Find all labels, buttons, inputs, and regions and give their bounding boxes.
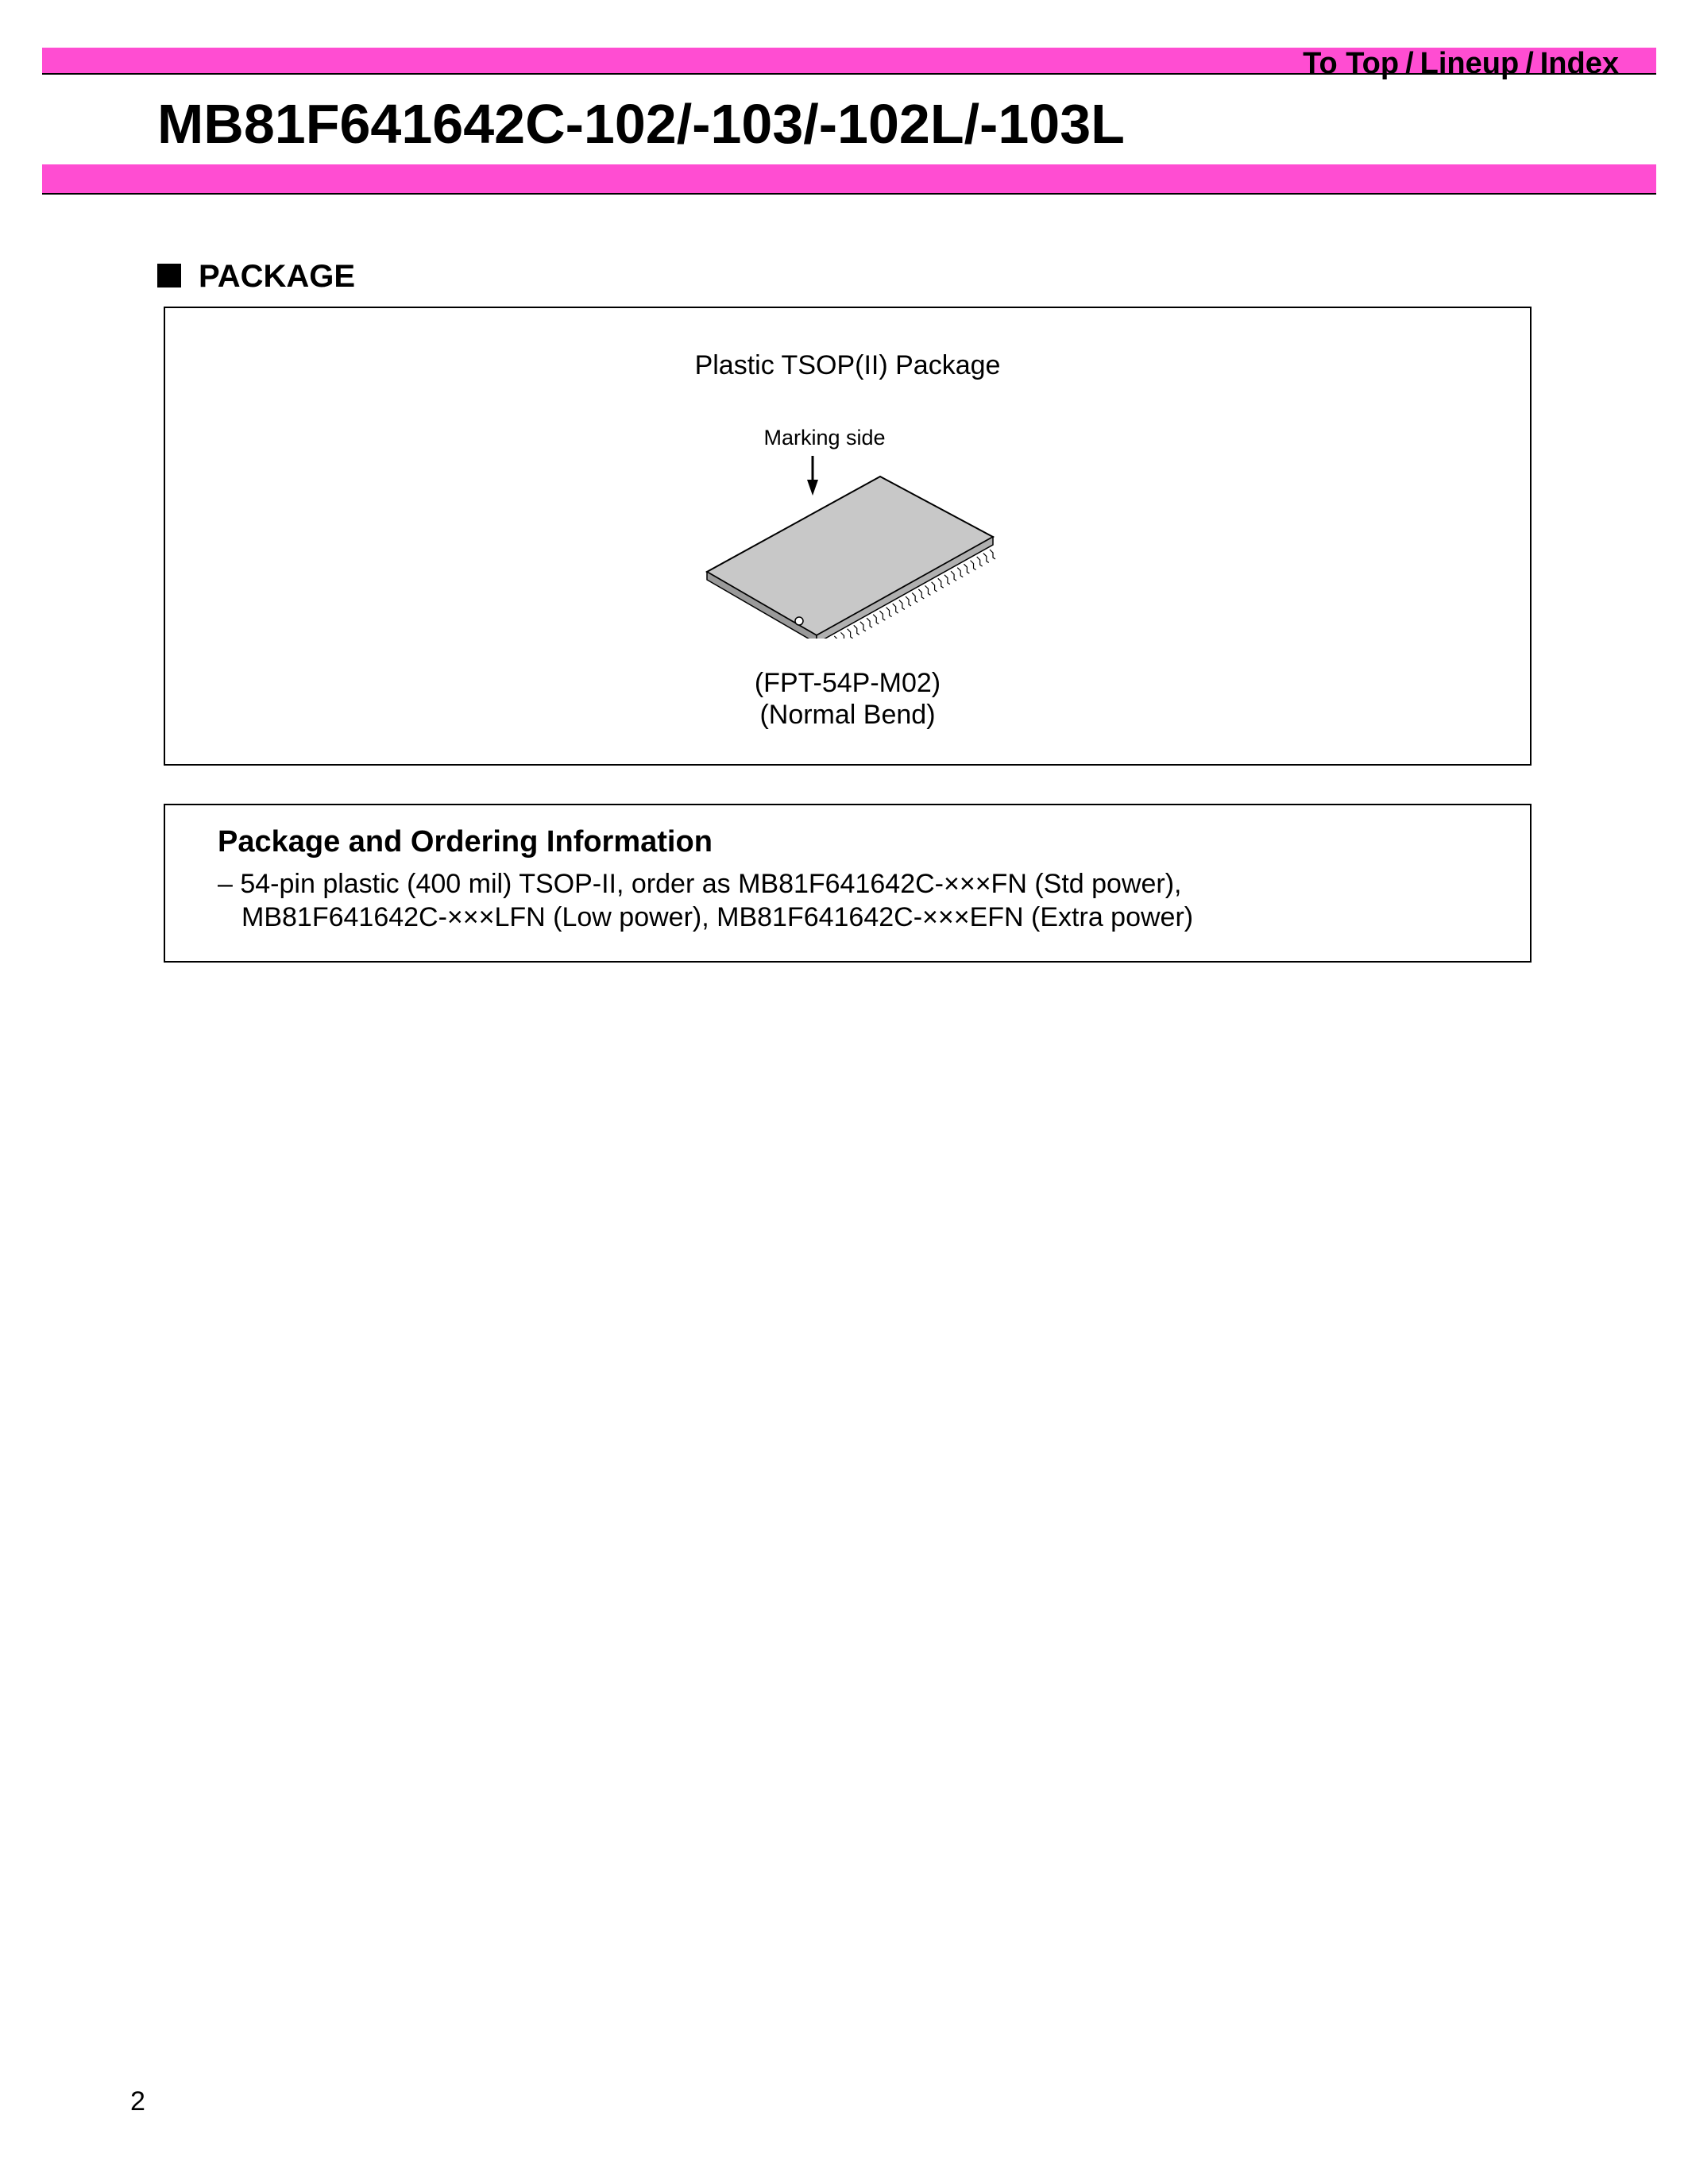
chip-pin [964, 564, 969, 573]
nav-link-lineup[interactable]: Lineup [1420, 47, 1520, 80]
nav-separator: / [1405, 47, 1414, 80]
chip-pin [899, 600, 905, 610]
tsop-package-figure [689, 456, 1007, 639]
package-box [164, 307, 1532, 766]
chip-pin [860, 622, 866, 631]
ordering-line-2: MB81F641642C-×××LFN (Low power), MB81F641642C-×××EFN (Extra power) [241, 902, 1194, 932]
chip-pin [971, 561, 976, 570]
chip-pin [848, 629, 853, 639]
chip-pin [977, 557, 983, 566]
chip-pin [912, 592, 917, 602]
chip-pin [990, 550, 995, 559]
ordering-title: Package and Ordering Information [218, 825, 713, 859]
chip-pin [834, 636, 840, 639]
chip-pin [951, 571, 956, 581]
package-bend: (Normal Bend) [759, 700, 936, 730]
package-name: Plastic TSOP(II) Package [694, 350, 1001, 380]
section-title: PACKAGE [199, 259, 356, 294]
chip-pin [944, 575, 950, 585]
chip-pin [938, 578, 944, 588]
chip-pin [957, 568, 963, 577]
nav-link-index[interactable]: Index [1539, 47, 1619, 80]
nav-separator: / [1525, 47, 1534, 80]
chip-pin [867, 618, 872, 627]
chip-pin [893, 604, 898, 613]
ordering-line-1: – 54-pin plastic (400 mil) TSOP-II, order as MB81F641642C-×××FN (Std power), [218, 869, 1182, 899]
chip-pin [906, 596, 911, 606]
marking-side-label: Marking side [763, 426, 886, 450]
title-rule [42, 193, 1656, 195]
chip-pin [932, 582, 937, 592]
chip-pin [840, 632, 846, 639]
chip-pin [854, 625, 859, 635]
marking-arrow-icon [807, 456, 818, 496]
square-bullet-icon [157, 264, 181, 287]
chip-pin [879, 611, 885, 620]
package-code: (FPT-54P-M02) [754, 668, 941, 698]
chip-pin [983, 554, 989, 563]
document-title: MB81F641642C-102/-103/-102L/-103L [157, 93, 1125, 155]
chip-pin [886, 608, 892, 617]
chip-pin [873, 615, 879, 624]
title-accent-bar [42, 164, 1656, 193]
page-number: 2 [130, 2086, 145, 2116]
nav-link-top[interactable]: To Top [1303, 47, 1400, 80]
chip-body [707, 477, 993, 639]
chip-pin [925, 585, 930, 595]
ordering-info-box [164, 804, 1532, 963]
chip-pin [918, 589, 924, 599]
nav-links [1239, 43, 1619, 84]
